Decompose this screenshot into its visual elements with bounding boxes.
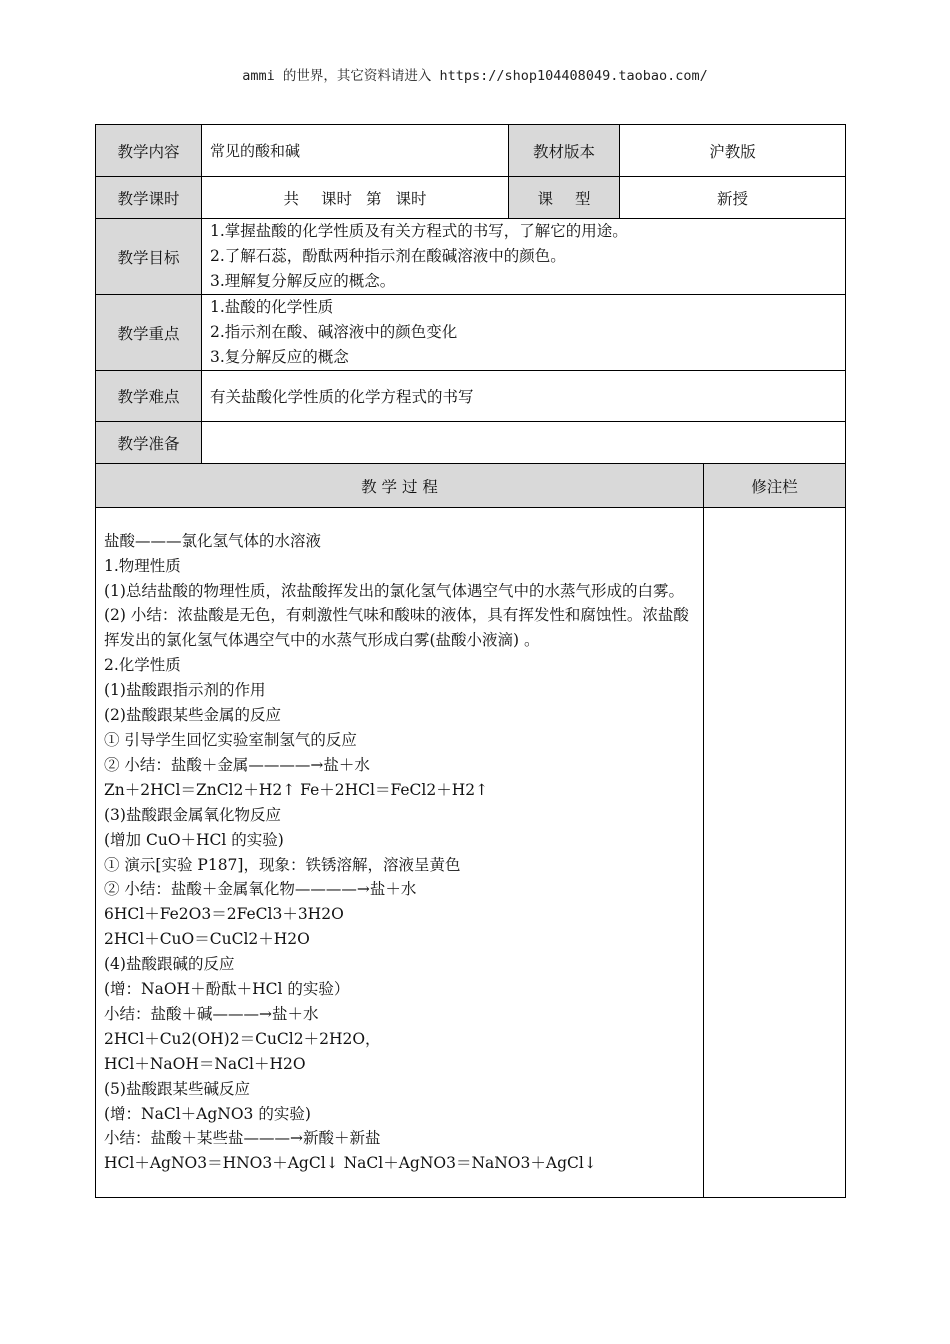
process-content [96, 508, 704, 1198]
difficult-label: 教学难点 [96, 371, 202, 422]
row-key-points [96, 295, 846, 371]
process-line: (3)盐酸跟金属氧化物反应 [104, 805, 281, 824]
goals-list [202, 219, 846, 295]
row-process-body [96, 508, 846, 1198]
process-line: (1)盐酸跟指示剂的作用 [104, 681, 266, 700]
process-line: 2HCl＋CuO＝CuCl2＋H2O [104, 930, 310, 949]
process-line: (4)盐酸跟碱的反应 [104, 955, 235, 974]
process-line: 2.化学性质 [104, 656, 181, 675]
row-prep [96, 422, 846, 464]
process-line: 1.物理性质 [104, 556, 181, 575]
process-line: 6HCl＋Fe2O3＝2FeCl3＋3H2O [104, 905, 344, 924]
process-line: ① 演示[实验 P187]，现象：铁锈溶解，溶液呈黄色 [104, 855, 461, 874]
difficult-value: 有关盐酸化学性质的化学方程式的书写 [202, 371, 846, 422]
process-line: 小结：盐酸＋某些盐———→新酸＋新盐 [104, 1129, 381, 1148]
row-content [96, 125, 846, 177]
process-line: HCl＋NaOH＝NaCl＋H2O [104, 1054, 306, 1073]
key-points-list [202, 295, 846, 371]
hours-unit-text: 课时 [320, 189, 352, 208]
process-line: (2)盐酸跟某些金属的反应 [104, 706, 281, 725]
type-label-a: 课 [537, 189, 553, 208]
process-line: 小结：盐酸＋碱———→盐＋水 [104, 1004, 319, 1023]
goal-item: 2.了解石蕊，酚酞两种指示剂在酸碱溶液中的颜色。 [210, 247, 566, 265]
type-label-b: 型 [575, 189, 591, 208]
type-value: 新授 [620, 177, 846, 219]
notes-label: 修注栏 [704, 464, 846, 508]
hours-label: 教学课时 [96, 177, 202, 219]
goals-label: 教学目标 [96, 219, 202, 295]
process-line: (1)总结盐酸的物理性质，浓盐酸挥发出的氯化氢气体遇空气中的水蒸气形成的白雾。 [104, 581, 684, 600]
hours-total-text: 共 [283, 189, 299, 208]
key-point-item: 3.复分解反应的概念 [210, 348, 349, 366]
lesson-plan-table [95, 124, 846, 1198]
process-title: 教 学 过 程 [96, 464, 704, 508]
type-label [509, 177, 620, 219]
process-line: HCl＋AgNO3＝HNO3＋AgCl↓ NaCl＋AgNO3＝NaNO3＋AgCl↓ [104, 1154, 597, 1173]
hours-value [202, 177, 509, 219]
process-line: 2HCl＋Cu2(OH)2＝CuCl2＋2H2O， [104, 1029, 381, 1048]
prep-value [202, 422, 846, 464]
process-line: (2) 小结：浓盐酸是无色，有刺激性气味和酸味的液体，具有挥发性和腐蚀性。浓盐酸挥发出的氯化氢气体遇空气中的水蒸气形成白雾(盐酸小液滴) 。 [104, 606, 689, 650]
process-line: (增：NaOH＋酚酞＋HCl 的实验） [104, 980, 350, 999]
row-hours [96, 177, 846, 219]
prep-label: 教学准备 [96, 422, 202, 464]
process-line: (增：NaCl＋AgNO3 的实验) [104, 1104, 311, 1123]
hours-unit2-text: 课时 [395, 189, 427, 208]
key-label: 教学重点 [96, 295, 202, 371]
key-point-item: 2.指示剂在酸、碱溶液中的颜色变化 [210, 323, 458, 341]
content-value: 常见的酸和碱 [202, 125, 509, 177]
process-line: Zn＋2HCl＝ZnCl2＋H2↑ Fe＋2HCl＝FeCl2＋H2↑ [104, 780, 489, 799]
process-line: 盐酸———氯化氢气体的水溶液 [104, 531, 322, 550]
key-point-item: 1.盐酸的化学性质 [210, 298, 334, 316]
content-label: 教学内容 [96, 125, 202, 177]
row-difficult [96, 371, 846, 422]
hours-ordinal-text: 第 [366, 189, 382, 208]
page-header: ammi 的世界，其它资料请进入 https://shop104408049.taobao.com/ [242, 68, 708, 84]
goal-item: 3.理解复分解反应的概念。 [210, 272, 396, 290]
goal-item: 1.掌握盐酸的化学性质及有关方程式的书写，了解它的用途。 [210, 222, 628, 240]
edition-value: 沪教版 [620, 125, 846, 177]
process-line: (增加 CuO＋HCl 的实验) [104, 830, 284, 849]
process-line: ② 小结：盐酸＋金属氧化物————→盐＋水 [104, 880, 417, 899]
process-line: ② 小结：盐酸＋金属————→盐＋水 [104, 755, 370, 774]
process-line: ① 引导学生回忆实验室制氢气的反应 [104, 730, 357, 749]
edition-label: 教材版本 [509, 125, 620, 177]
row-goals [96, 219, 846, 295]
process-line: (5)盐酸跟某些碱反应 [104, 1079, 250, 1098]
row-process-header [96, 464, 846, 508]
notes-column [704, 508, 846, 1198]
